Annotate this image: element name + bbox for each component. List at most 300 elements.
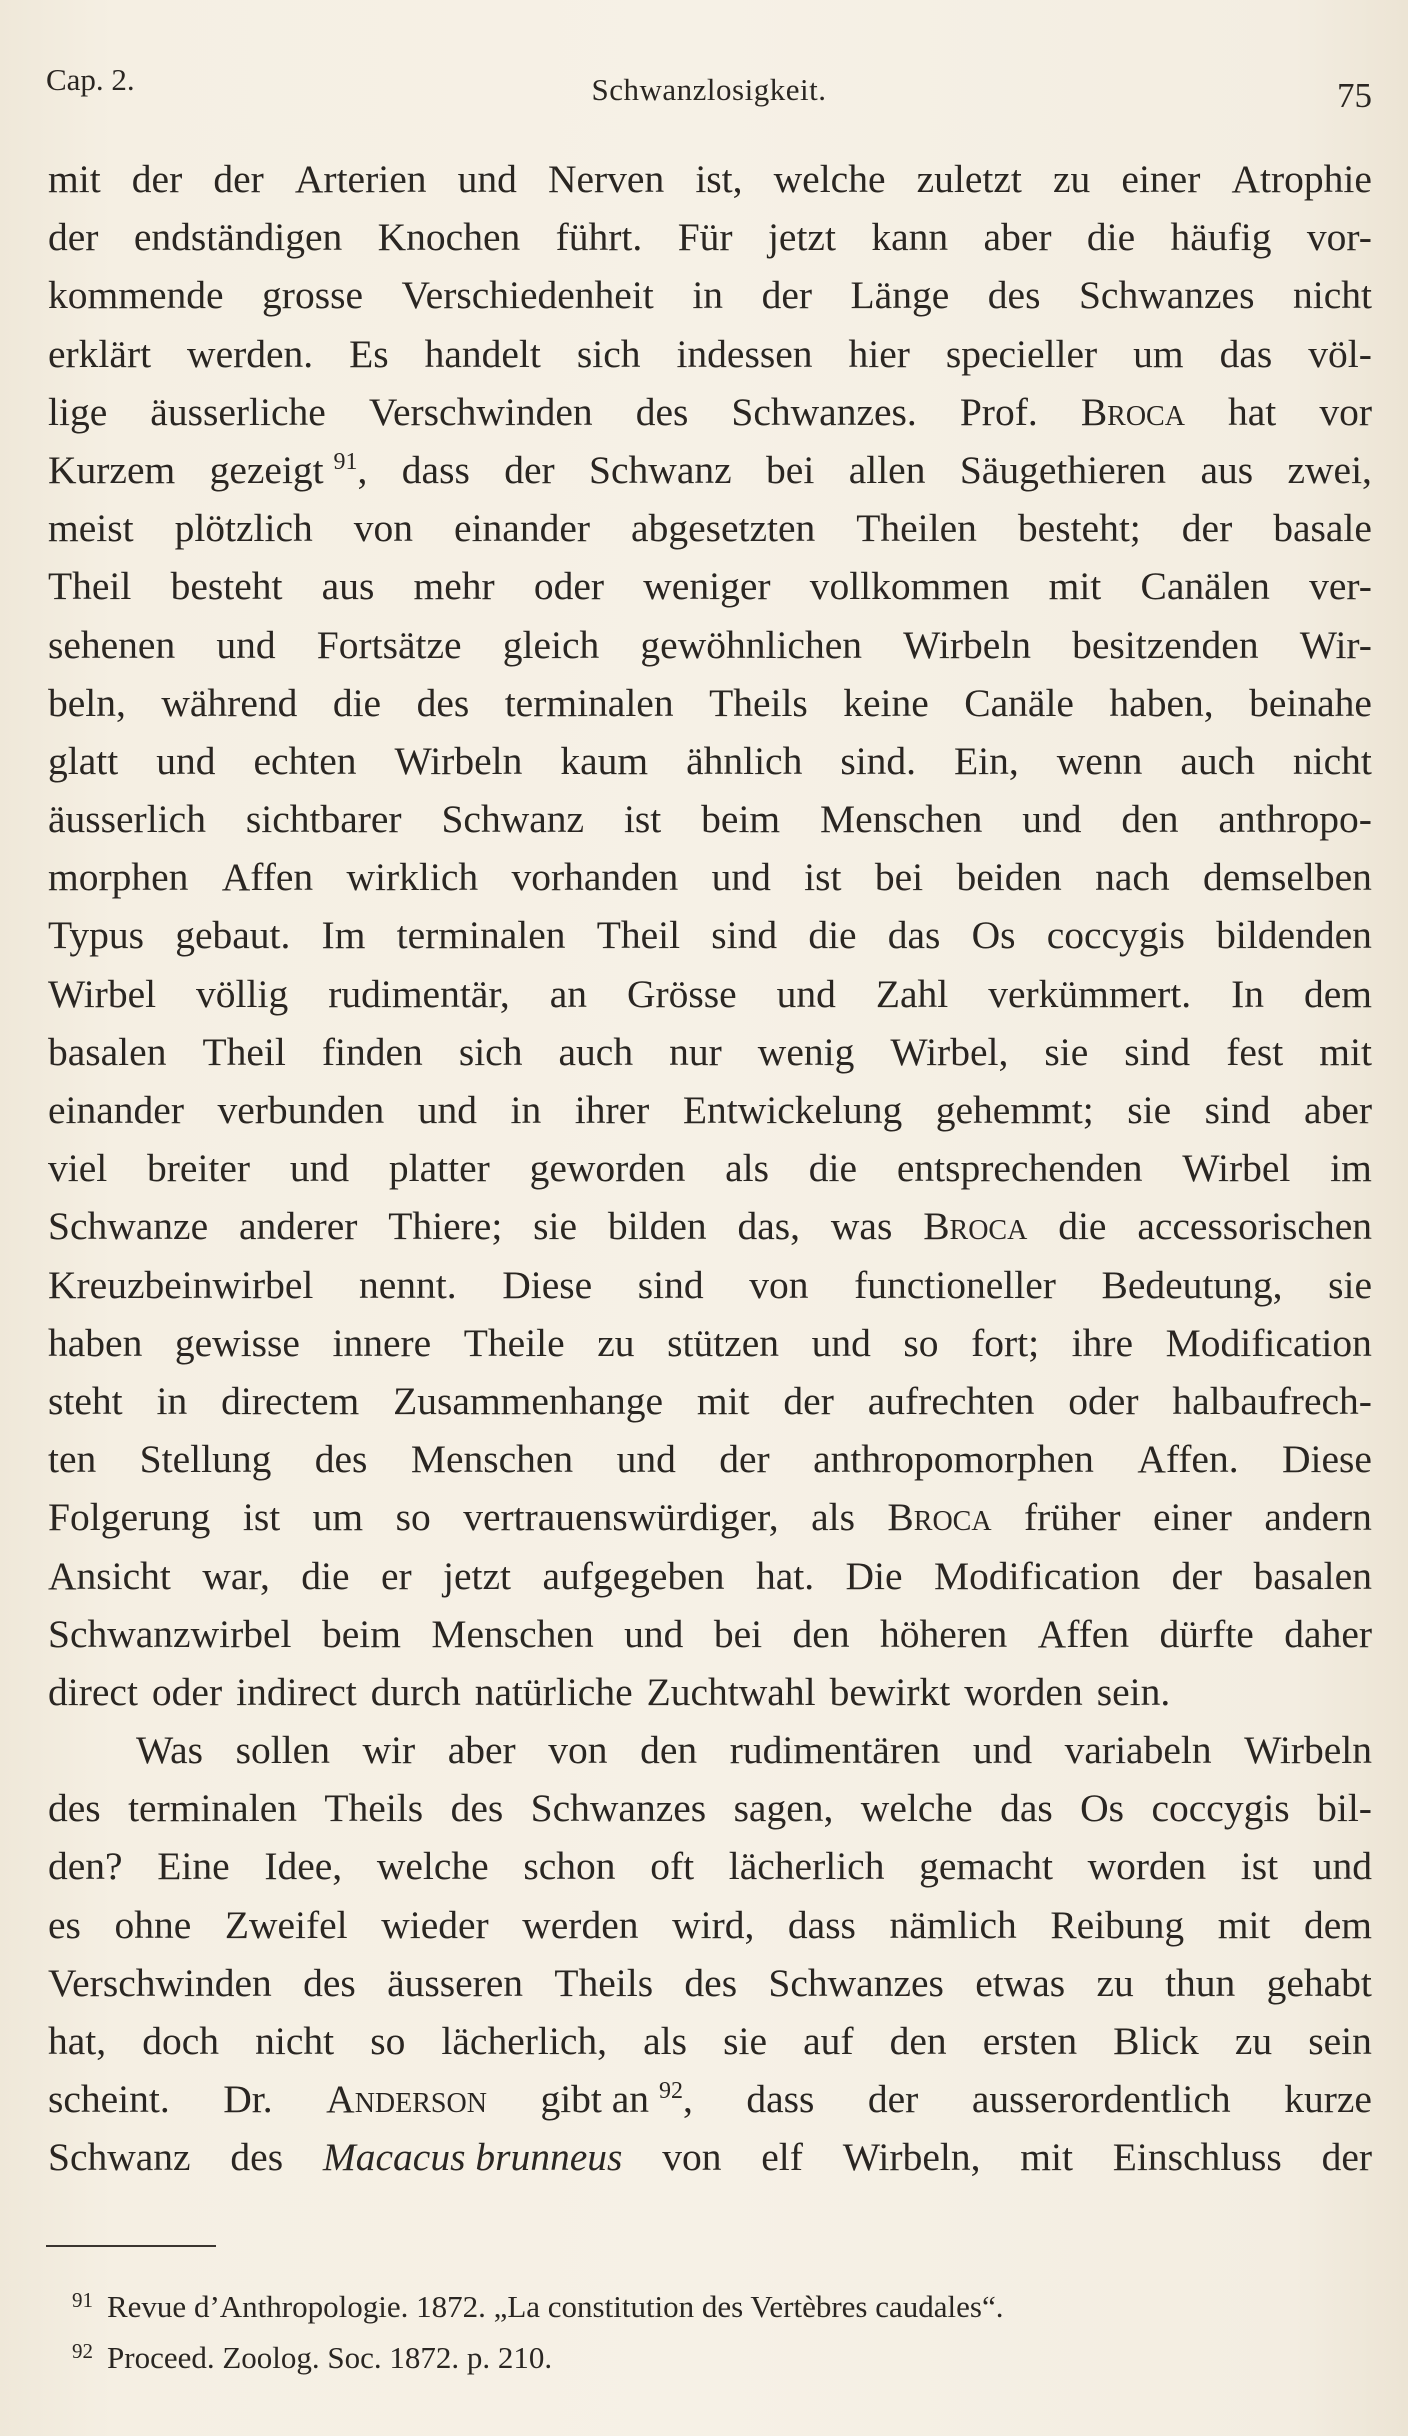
word: Wirbeln [903, 622, 1031, 667]
word: nach [1095, 855, 1170, 900]
word: Affen [1037, 1611, 1130, 1656]
word: einer [1153, 1495, 1232, 1540]
author-name: Broca [887, 1495, 992, 1540]
word: hat [1228, 389, 1277, 434]
word: Die [845, 1553, 903, 1598]
word: an [549, 971, 588, 1016]
word: der [867, 2077, 919, 2122]
word: Säugethieren [959, 447, 1167, 492]
running-head [46, 56, 1372, 116]
word: von [548, 1728, 608, 1773]
word: Diese [502, 1262, 593, 1307]
word: Theils [709, 680, 808, 725]
word: elf [761, 2135, 803, 2180]
word: Modification [1165, 1320, 1372, 1365]
word: gebaut. [175, 913, 291, 958]
word: ten [48, 1437, 97, 1482]
word: Menschen [820, 797, 983, 842]
word: fest [1226, 1029, 1284, 1074]
word: das [1219, 331, 1273, 376]
word: echten [253, 738, 357, 783]
word: mit [1048, 564, 1102, 609]
word: bei [766, 447, 815, 492]
word: Wir- [1299, 622, 1372, 667]
word: ist [242, 1495, 281, 1540]
word: Nerven [547, 157, 665, 201]
word: Theil [202, 1029, 286, 1074]
word: Zusammenhange [393, 1378, 663, 1423]
word: lächerlich, [441, 2019, 608, 2063]
text-line [48, 732, 1372, 790]
word: gehemmt; [935, 1088, 1094, 1132]
word: zwei, [1287, 447, 1372, 492]
word: andern [1264, 1495, 1372, 1540]
word: auf [803, 2019, 854, 2063]
word: anthropomorphen [813, 1437, 1094, 1482]
text-line [48, 325, 1372, 383]
text-line [48, 2070, 1372, 2128]
word: der [1321, 2135, 1372, 2180]
word: werden. [187, 331, 314, 376]
word: viel [48, 1146, 108, 1191]
word: Einschluss [1112, 2135, 1282, 2180]
word: dem [1303, 1902, 1372, 1947]
word: des [450, 1786, 504, 1831]
word: sie [1328, 1262, 1372, 1307]
text-line [48, 383, 1372, 441]
word: der [131, 157, 183, 201]
word: auch [1180, 738, 1255, 783]
word: basalen [1253, 1553, 1372, 1598]
text-line [48, 1139, 1372, 1197]
word: die [1058, 1204, 1107, 1249]
word: haben, [1109, 680, 1214, 725]
word: indessen [676, 331, 813, 376]
word: Schwanz [589, 447, 732, 492]
word: vorhanden [511, 855, 679, 900]
word: scheint. [48, 2077, 170, 2122]
word: wir [362, 1728, 416, 1773]
word: Verschwinden [48, 1960, 272, 2005]
word: aufgegeben [542, 1553, 725, 1598]
word: indirect [236, 1669, 357, 1714]
word: die [808, 913, 857, 958]
word: des [48, 1786, 101, 1831]
word: wirklich [346, 855, 479, 900]
word: wenn [1056, 738, 1143, 783]
word: in [510, 1088, 542, 1132]
word: basale [1273, 506, 1372, 551]
text-line [48, 1430, 1372, 1488]
word: von [662, 2135, 722, 2180]
footnote-ref: 91 [333, 448, 358, 475]
word: Grösse [626, 971, 737, 1016]
word: natürliche [474, 1669, 633, 1714]
word: Schwanze [48, 1204, 209, 1249]
species-name: Macacus brunneus [322, 2135, 623, 2180]
word: Dr. [223, 2077, 273, 2122]
word: Affen. [1137, 1437, 1239, 1482]
word: Menschen [431, 1611, 594, 1656]
word: im [1330, 1146, 1372, 1191]
word: und [711, 855, 771, 900]
word: sich [576, 331, 641, 376]
word: stützen [667, 1320, 779, 1365]
footnote-ref: 92 [658, 2078, 683, 2105]
word: besteht; [1017, 506, 1141, 551]
word: und [616, 1437, 676, 1482]
word: sind [711, 913, 778, 958]
word: thun [1165, 1960, 1236, 2005]
word: nicht [1292, 738, 1372, 783]
word: auch [558, 1029, 634, 1074]
word: keine [843, 680, 929, 725]
word: Entwickelung [682, 1088, 903, 1132]
word: Theils [554, 1960, 654, 2005]
word: morphen [48, 855, 189, 900]
word: des [987, 273, 1041, 318]
word: In [1231, 971, 1264, 1016]
word: wird, [672, 1902, 755, 1947]
word: gezeigt [209, 447, 324, 492]
word: einander [48, 1088, 184, 1132]
text-line [48, 1197, 1372, 1255]
word: zu [1234, 2019, 1273, 2063]
word: besteht [170, 564, 283, 609]
word: um [312, 1495, 364, 1540]
text-line [48, 1081, 1372, 1139]
word: terminalen [128, 1786, 297, 1831]
word: kaum [560, 738, 649, 783]
word: sichtbarer [245, 797, 402, 842]
word: Schwanzes. [731, 389, 917, 434]
word: Os [1080, 1786, 1125, 1831]
word: nämlich [889, 1902, 1017, 1947]
word: oder [151, 1669, 223, 1714]
word: kurze [1284, 2077, 1372, 2122]
word: oft [650, 1844, 695, 1889]
word: Schwanzes [530, 1786, 707, 1831]
word-with-ref: gezeigt $^{91}$, [209, 447, 368, 492]
word: Modification [933, 1553, 1141, 1598]
word: der [48, 215, 99, 260]
word: den [792, 1611, 850, 1656]
word: aber [983, 215, 1052, 260]
text-line [48, 1372, 1372, 1430]
word: gibt an [540, 2077, 650, 2122]
footnote-text: Revue d’Anthropologie. 1872. „La constitution des Vertèbres caudales“. [107, 2289, 1004, 2324]
word: Canälen [1140, 564, 1270, 609]
word: als [643, 2019, 687, 2063]
word: den [1121, 797, 1179, 842]
word: anderer [238, 1204, 358, 1249]
word: Affen [221, 855, 314, 900]
word: Fortsätze [316, 622, 462, 667]
word: terminalen [504, 680, 674, 725]
word: die [1086, 215, 1136, 260]
word: lige [48, 389, 108, 434]
word: Theilen [856, 506, 977, 551]
word: ähnlich [686, 738, 803, 783]
text-line [48, 150, 1372, 208]
word: sind [637, 1262, 704, 1307]
word: Blick [1113, 2019, 1199, 2063]
word: aber [447, 1728, 516, 1773]
word: hat, [48, 2019, 107, 2063]
word: der [783, 1378, 834, 1423]
word: gewisse [174, 1320, 300, 1365]
word: Eine [157, 1844, 230, 1889]
word: Schwanzes [768, 1960, 944, 2005]
word: den? [48, 1844, 123, 1889]
word: und [417, 1088, 477, 1132]
word: zuletzt [916, 157, 1022, 201]
word: und [776, 971, 836, 1016]
word: führt. [555, 215, 643, 260]
word: zu [597, 1320, 635, 1365]
text-line [48, 1896, 1372, 1954]
word: Diese [1282, 1437, 1372, 1482]
word: directem [221, 1378, 360, 1423]
word: welche [773, 157, 886, 201]
word: ist [623, 797, 662, 842]
text-line [48, 848, 1372, 906]
word: sind. [840, 738, 917, 783]
word: grosse [262, 273, 363, 318]
word: nicht [255, 2019, 335, 2063]
word: gewöhnlichen [640, 622, 862, 667]
word: so [903, 1320, 939, 1365]
word: gehabt [1266, 1960, 1372, 2005]
text-line [48, 499, 1372, 557]
word: accessorischen [1137, 1204, 1372, 1249]
word: das [887, 913, 941, 958]
word: und [156, 738, 216, 783]
word: vor- [1306, 215, 1372, 260]
word: vollkommen [809, 564, 1010, 609]
word: bildenden [1216, 913, 1372, 958]
word: ist [804, 855, 842, 900]
word: Es [349, 331, 389, 376]
word-with-ref: gibt an $^{92}$, [540, 2077, 693, 2122]
word: des [314, 1437, 368, 1482]
word: beiden [956, 855, 1062, 900]
text-line [48, 1837, 1372, 1895]
word: glatt [48, 738, 119, 783]
word: Atrophie [1231, 157, 1372, 201]
page-number: 75 [1337, 76, 1372, 115]
word: gemacht [919, 1844, 1053, 1889]
word: oder [1068, 1378, 1139, 1423]
word: des [416, 680, 470, 725]
word: der [213, 157, 264, 201]
word: des [684, 1960, 738, 2005]
text-line [48, 965, 1372, 1023]
word: Zuchtwahl [646, 1669, 816, 1714]
word: in [156, 1378, 188, 1423]
footnotes [72, 2278, 1372, 2380]
running-title: Schwanzlosigkeit. [591, 72, 827, 107]
word: sie [723, 2019, 767, 2063]
text-line [48, 441, 1372, 499]
word: beinahe [1249, 680, 1372, 725]
word: bewirkt [829, 1669, 951, 1714]
word: Wirbeln, [842, 2135, 981, 2180]
word: Wirbel [1182, 1146, 1291, 1191]
word: rudimentär, [328, 971, 510, 1016]
word: aus [1200, 447, 1254, 492]
word: als [811, 1495, 855, 1540]
word: und [1022, 797, 1082, 842]
word: Canäle [964, 680, 1074, 725]
footnote-divider [46, 2245, 216, 2247]
word: worden [1087, 1844, 1207, 1889]
word: vertrauenswürdiger, [463, 1495, 779, 1540]
word: Ansicht [48, 1553, 171, 1598]
word: Ein, [954, 738, 1019, 783]
word: früher [1024, 1495, 1121, 1540]
text-line [48, 1954, 1372, 2012]
word: allen [848, 447, 926, 492]
word: terminalen [396, 913, 566, 958]
word: meist [48, 506, 134, 551]
author-name: Broca [923, 1204, 1028, 1249]
word: wenig [757, 1029, 855, 1074]
word: die [332, 680, 382, 725]
word: lächerlich [728, 1844, 885, 1889]
word: und [457, 157, 517, 201]
text-line [48, 2128, 1372, 2186]
word: gleich [502, 622, 600, 667]
word: sehenen [48, 622, 176, 667]
word: beim [701, 797, 781, 842]
word: zu [1053, 157, 1091, 201]
word: basalen [48, 1029, 167, 1074]
word: beln, [48, 680, 126, 725]
word: mit [1217, 1902, 1271, 1947]
word: Wirbeln [1244, 1728, 1372, 1773]
word: ihrer [574, 1088, 650, 1132]
word: durch [370, 1669, 461, 1714]
word: mit [696, 1378, 750, 1423]
word: sein [1308, 2019, 1372, 2063]
word: zu [1096, 1960, 1134, 2005]
word: doch [142, 2019, 220, 2063]
word: sind [1204, 1088, 1271, 1132]
word: Menschen [410, 1437, 574, 1482]
word: Schwanzwirbel [48, 1611, 292, 1656]
word: sich [458, 1029, 523, 1074]
word: breiter [147, 1146, 251, 1191]
word: sind [1124, 1029, 1191, 1074]
word: kann [871, 215, 949, 260]
word: weniger [643, 564, 771, 609]
word: nennt. [359, 1262, 457, 1307]
word: etwas [975, 1960, 1066, 2005]
text-line [48, 266, 1372, 324]
word: von [749, 1262, 809, 1307]
word: verkümmert. [988, 971, 1192, 1016]
word: aus [321, 564, 375, 609]
word: endständigen [133, 215, 343, 260]
word: was [830, 1204, 893, 1249]
word: während [161, 680, 298, 725]
footnote [72, 2329, 1372, 2380]
word: und [1312, 1844, 1372, 1889]
word: Wirbel, [890, 1029, 1009, 1074]
word: Verschwinden [368, 389, 593, 434]
word: ohne [114, 1902, 192, 1947]
word: Bedeutung, [1101, 1262, 1283, 1307]
word: höheren [880, 1611, 1008, 1656]
text-line [48, 616, 1372, 674]
word: ist [1240, 1844, 1279, 1889]
word: nur [669, 1029, 722, 1074]
word: äusserliche [150, 389, 326, 434]
word: variabeln [1064, 1728, 1212, 1773]
author-name: Broca [1080, 389, 1185, 434]
word: Prof. [959, 389, 1038, 434]
word: dass [746, 2077, 815, 2122]
word: Was [136, 1728, 204, 1773]
word: bei [874, 855, 924, 900]
word: äusserlich [48, 797, 206, 842]
word: Schwanz [48, 2135, 191, 2180]
word: verbunden [217, 1088, 385, 1132]
word: Zweifel [224, 1902, 348, 1947]
word: worden [964, 1669, 1083, 1714]
word: der [719, 1437, 770, 1482]
word: specieller [945, 331, 1098, 376]
text-line [48, 1547, 1372, 1605]
word: anthropo- [1218, 797, 1372, 842]
word: das, [737, 1204, 801, 1249]
word: so [370, 2019, 406, 2063]
word: Theil [596, 913, 681, 958]
word: so [395, 1495, 431, 1540]
word: Theile [463, 1320, 565, 1365]
word: kommende [48, 273, 224, 318]
word: mit [1020, 2135, 1073, 2180]
text-line [48, 1663, 1372, 1721]
word: Im [321, 913, 366, 958]
word: Wirbeln [394, 738, 523, 783]
word: dass [787, 1902, 856, 1947]
word: war, [202, 1553, 270, 1598]
word: er [380, 1553, 412, 1598]
word: Folgerung [48, 1495, 211, 1540]
word: jetzt [767, 215, 836, 260]
word: die [808, 1146, 858, 1191]
text-line [48, 906, 1372, 964]
word: direct [48, 1669, 138, 1714]
text-line [48, 674, 1372, 732]
word: um [1133, 331, 1184, 376]
word: es [48, 1902, 81, 1947]
word: wieder [381, 1902, 489, 1947]
word: sagen, [733, 1786, 834, 1831]
word: Knochen [377, 215, 521, 260]
word: Kreuzbeinwirbel [48, 1262, 314, 1307]
word: sie [1044, 1029, 1089, 1074]
word: den [640, 1728, 698, 1773]
word: nicht [1293, 273, 1372, 318]
word: Für [677, 215, 733, 260]
word: platter [388, 1146, 490, 1191]
word: abgesetzten [631, 506, 816, 551]
word: Reibung [1050, 1902, 1185, 1947]
word: Arterien [294, 157, 427, 201]
